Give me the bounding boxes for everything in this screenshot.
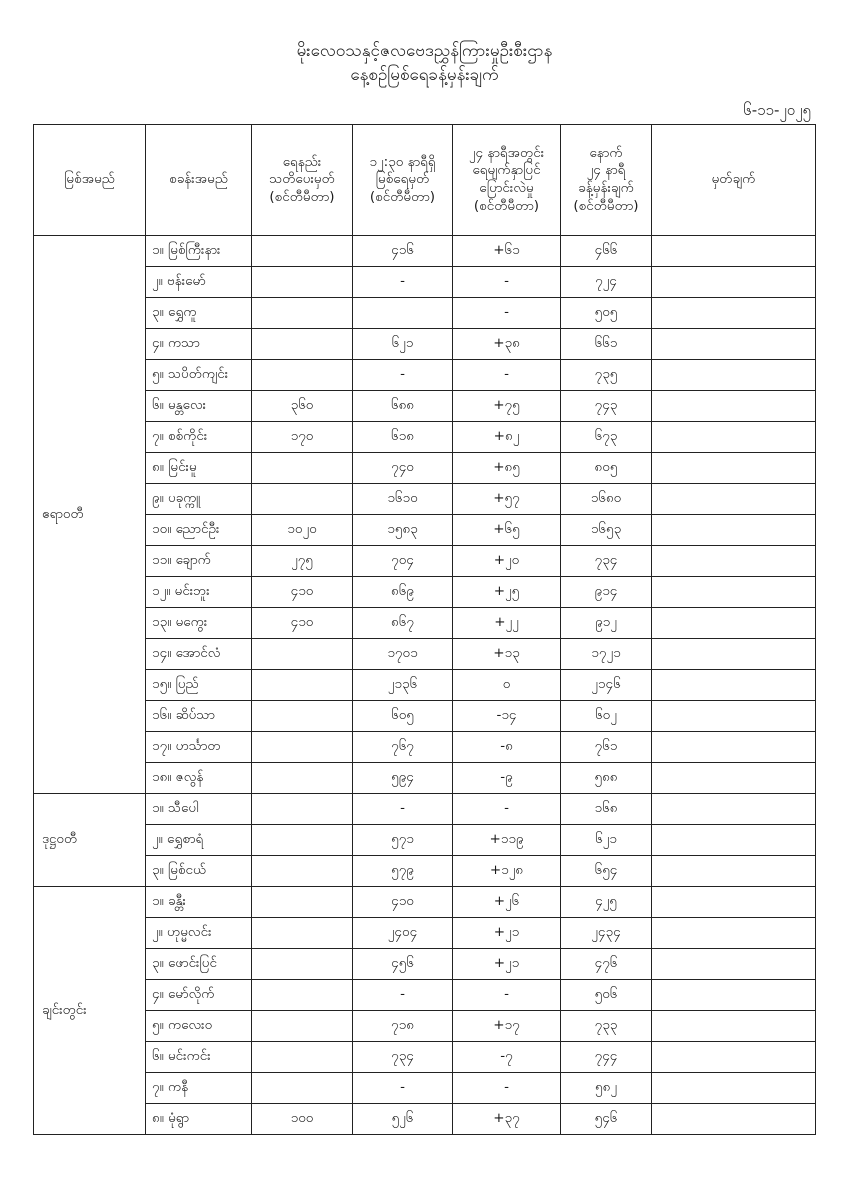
level-change: +၂၁: [453, 949, 561, 980]
station-name: ၄။ မော်လိုက်: [146, 980, 252, 1011]
header-river-name: [34, 125, 146, 236]
current-level: ၆၂၁: [353, 329, 453, 360]
table-row: [34, 577, 816, 608]
level-change: -: [453, 267, 561, 298]
warning-level: ၁၀၀: [252, 1104, 353, 1135]
current-level: ၄၁၀: [353, 887, 453, 918]
station-name: ၁၃။ မကွေး: [146, 608, 252, 639]
forecast-level: ၉၁၂: [561, 608, 652, 639]
warning-level: [252, 856, 353, 887]
current-level: -: [353, 794, 453, 825]
warning-level: [252, 887, 353, 918]
header-line: (စင်တီမီတာ): [269, 188, 335, 205]
current-level: [353, 298, 453, 329]
forecast-level: ၈၀၅: [561, 453, 652, 484]
remark: [652, 639, 816, 670]
station-name: ၁၇။ ဟင်္သာတ: [146, 732, 252, 763]
table-row: [34, 732, 816, 763]
table-row: [34, 329, 816, 360]
station-name: ၁၄။ အောင်လံ: [146, 639, 252, 670]
remark: [652, 298, 816, 329]
table-row: [34, 887, 816, 918]
current-level: ၇၁၈: [353, 1011, 453, 1042]
level-change: -၇: [453, 1042, 561, 1073]
level-change: +၁၂၈: [453, 856, 561, 887]
current-level: -: [353, 1073, 453, 1104]
level-change: +၂၂: [453, 608, 561, 639]
report-date: ၆-၁၁-၂၀၂၅: [743, 101, 811, 119]
level-change: -: [453, 1073, 561, 1104]
warning-level: [252, 1042, 353, 1073]
remark: [652, 453, 816, 484]
header-line: (စင်တီမီတာ): [369, 188, 436, 205]
current-level: -: [353, 360, 453, 391]
station-name: ၆။ မင်းကင်း: [146, 1042, 252, 1073]
header-line: ရေနည်း: [282, 153, 322, 170]
current-level: ၁၇၀၁: [353, 639, 453, 670]
header-line: ပြောင်းလဲမှု: [479, 180, 534, 196]
table-row: [34, 515, 816, 546]
forecast-level: ၆၂၁: [561, 825, 652, 856]
level-change: +၆၅: [453, 515, 561, 546]
remark: [652, 329, 816, 360]
table-row: [34, 1011, 816, 1042]
level-change: +၃၈: [453, 329, 561, 360]
warning-level: [252, 763, 353, 794]
warning-level: [252, 825, 353, 856]
remark: [652, 887, 816, 918]
current-level: ၇၄၀: [353, 453, 453, 484]
current-level: ၈၆၇: [353, 608, 453, 639]
current-level: ၇၆၇: [353, 732, 453, 763]
table-row: [34, 608, 816, 639]
current-level: ၁၅၈၃: [353, 515, 453, 546]
current-level: ၄၅၆: [353, 949, 453, 980]
station-name: ၈။ မြင်းမူ: [146, 453, 252, 484]
warning-level: [252, 236, 353, 267]
current-level: ၄၁၆: [353, 236, 453, 267]
header-current-level: [353, 125, 453, 236]
forecast-level: ၅၈၂: [561, 1073, 652, 1104]
remark: [652, 515, 816, 546]
station-name: ၁။ သီပေါ: [146, 794, 252, 825]
warning-level: ၄၁၀: [252, 608, 353, 639]
station-name: ၁၂။ မင်းဘူး: [146, 577, 252, 608]
header-line: မှတ်ချက်: [711, 171, 756, 188]
remark: [652, 1104, 816, 1135]
forecast-level: ၇၄၃: [561, 391, 652, 422]
remark: [652, 484, 816, 515]
table-row: [34, 670, 816, 701]
level-change: +၂၆: [453, 887, 561, 918]
station-name: ၁၈။ ဇလွန်: [146, 763, 252, 794]
level-change: +၈၅: [453, 453, 561, 484]
forecast-level: ၁၆၈: [561, 794, 652, 825]
level-change: -: [453, 980, 561, 1011]
forecast-level: ၅၄၆: [561, 1104, 652, 1135]
level-change: +၂၀: [453, 546, 561, 577]
forecast-level: ၅၀၅: [561, 298, 652, 329]
header-24h-change: [453, 125, 561, 236]
current-level: ၅၉၄: [353, 763, 453, 794]
current-level: ၆၈၈: [353, 391, 453, 422]
remark: [652, 701, 816, 732]
document-subtitle: နေ့စဥ်မြစ်ရေခန့်မှန်းချက်: [350, 65, 499, 85]
table-row: [34, 763, 816, 794]
header-line: ခန့်မှန်းချက်: [578, 180, 634, 196]
station-name: ၁၆။ ဆိပ်သာ: [146, 701, 252, 732]
current-level: ၈၆၉: [353, 577, 453, 608]
header-line: (စင်တီမီတာ): [573, 197, 639, 214]
header-line: ၁၂:၃၀ နာရီရှိ: [369, 153, 436, 170]
forecast-level: ၇၆၁: [561, 732, 652, 763]
remark: [652, 763, 816, 794]
forecast-level: ၇၃၃: [561, 1011, 652, 1042]
station-name: ၁၅။ ပြည်: [146, 670, 252, 701]
table-row: [34, 1073, 816, 1104]
forecast-level: ၄၂၅: [561, 887, 652, 918]
table-row: [34, 918, 816, 949]
header-line: ရေမျက်နှာပြင်: [472, 162, 541, 179]
warning-level: [252, 918, 353, 949]
warning-level: ၃၆၀: [252, 391, 353, 422]
station-name: ၂။ ဗန်းမော်: [146, 267, 252, 298]
forecast-level: ၇၃၅: [561, 360, 652, 391]
header-line: စခန်းအမည်: [169, 171, 228, 188]
station-name: ၁။ ခန္တီး: [146, 887, 252, 918]
level-change: +၇၅: [453, 391, 561, 422]
station-name: ၃။ မြစ်ငယ်: [146, 856, 252, 887]
current-level: ၅၂၆: [353, 1104, 453, 1135]
table-row: [34, 546, 816, 577]
level-change: -၈: [453, 732, 561, 763]
station-name: ၁၀။ ညောင်ဦး: [146, 515, 252, 546]
forecast-level: ၆၀၂: [561, 701, 652, 732]
warning-level: [252, 701, 353, 732]
forecast-level: ၁၆၅၃: [561, 515, 652, 546]
forecast-level: ၁၆၈၀: [561, 484, 652, 515]
header-line: ၂၄ နာရီအတွင်း: [468, 144, 545, 161]
current-level: -: [353, 267, 453, 298]
table-row: [34, 236, 816, 267]
level-change: +၁၃: [453, 639, 561, 670]
river-name: ချင်းတွင်း: [34, 887, 146, 1135]
remark: [652, 732, 816, 763]
remark: [652, 360, 816, 391]
remark: [652, 546, 816, 577]
warning-level: [252, 732, 353, 763]
forecast-level: ၇၂၄: [561, 267, 652, 298]
table-row: [34, 484, 816, 515]
table-row: [34, 360, 816, 391]
station-name: ၃။ ရွှေကူ: [146, 298, 252, 329]
level-change: -: [453, 794, 561, 825]
level-change: +၂၅: [453, 577, 561, 608]
warning-level: ၁၇၀: [252, 422, 353, 453]
river-name: ဒုဋ္ဌဝတီ: [34, 794, 146, 887]
remark: [652, 918, 816, 949]
header-warning-level: [252, 125, 353, 236]
station-name: ၇။ စစ်ကိုင်း: [146, 422, 252, 453]
forecast-level: ၅၀၆: [561, 980, 652, 1011]
table-row: [34, 949, 816, 980]
table-header-row: [34, 125, 816, 236]
forecast-level: ၄၆၆: [561, 236, 652, 267]
remark: [652, 794, 816, 825]
document-title: မိုးလေဝသနှင့်ဇလဗေဒညွှန်ကြားမှုဦးစီးဌာန: [296, 41, 553, 61]
table-row: [34, 794, 816, 825]
table-row: [34, 639, 816, 670]
header-station-name: [146, 125, 252, 236]
table-row: [34, 1042, 816, 1073]
warning-level: [252, 1073, 353, 1104]
warning-level: [252, 453, 353, 484]
table-row: [34, 701, 816, 732]
current-level: ၅၇၉: [353, 856, 453, 887]
table-row: [34, 391, 816, 422]
current-level: -: [353, 980, 453, 1011]
forecast-level: ၂၄၃၄: [561, 918, 652, 949]
header-line: ၂၄ နာရီ: [586, 162, 626, 179]
current-level: ၆၀၅: [353, 701, 453, 732]
station-name: ၅။ သပိတ်ကျင်း: [146, 360, 252, 391]
level-change: -: [453, 360, 561, 391]
warning-level: [252, 670, 353, 701]
warning-level: [252, 267, 353, 298]
table-row: [34, 980, 816, 1011]
station-name: ၇။ ကနီ: [146, 1073, 252, 1104]
warning-level: [252, 298, 353, 329]
level-change: +၂၁: [453, 918, 561, 949]
table-row: [34, 267, 816, 298]
station-name: ၉။ ပခုက္ကူ: [146, 484, 252, 515]
level-change: +၃၇: [453, 1104, 561, 1135]
remark: [652, 236, 816, 267]
warning-level: [252, 639, 353, 670]
header-line: သတိပေးမှတ်: [269, 171, 335, 188]
table-row: [34, 825, 816, 856]
current-level: ၁၆၁၀: [353, 484, 453, 515]
remark: [652, 825, 816, 856]
forecast-level: ၁၇၂၁: [561, 639, 652, 670]
forecast-level: ၆၅၄: [561, 856, 652, 887]
forecast-level: ၇၃၄: [561, 546, 652, 577]
forecast-level: ၂၁၄၆: [561, 670, 652, 701]
table-row: [34, 453, 816, 484]
station-name: ၅။ ကလေးဝ: [146, 1011, 252, 1042]
warning-level: [252, 794, 353, 825]
current-level: ၆၁၈: [353, 422, 453, 453]
current-level: ၇၃၄: [353, 1042, 453, 1073]
header-line: မြစ်ရေမှတ်: [375, 171, 430, 188]
station-name: ၁။ မြစ်ကြီးနား: [146, 236, 252, 267]
warning-level: [252, 1011, 353, 1042]
station-name: ၂။ ဟုမ္မလင်း: [146, 918, 252, 949]
forecast-level: ၅၈၈: [561, 763, 652, 794]
header-remarks: [652, 125, 816, 236]
current-level: ၂၄၀၄: [353, 918, 453, 949]
remark: [652, 391, 816, 422]
remark: [652, 949, 816, 980]
table-body: [34, 236, 816, 1135]
level-change: -: [453, 298, 561, 329]
warning-level: [252, 360, 353, 391]
remark: [652, 267, 816, 298]
table-row: [34, 1104, 816, 1135]
remark: [652, 608, 816, 639]
station-name: ၂။ ရွှေစာရံ: [146, 825, 252, 856]
current-level: ၅၇၁: [353, 825, 453, 856]
forecast-level: ၇၄၄: [561, 1042, 652, 1073]
current-level: ၇၀၄: [353, 546, 453, 577]
remark: [652, 980, 816, 1011]
level-change: -၁၄: [453, 701, 561, 732]
level-change: +၆၁: [453, 236, 561, 267]
river-forecast-table: [33, 124, 816, 1135]
remark: [652, 1042, 816, 1073]
remark: [652, 577, 816, 608]
warning-level: ၁၀၂၀: [252, 515, 353, 546]
station-name: ၃။ ဖောင်းပြင်: [146, 949, 252, 980]
forecast-level: ၄၇၆: [561, 949, 652, 980]
station-name: ၁၁။ ချောက်: [146, 546, 252, 577]
table-row: [34, 422, 816, 453]
level-change: +၅၇: [453, 484, 561, 515]
river-name: ဧရာဝတီ: [34, 236, 146, 794]
level-change: +၈၂: [453, 422, 561, 453]
remark: [652, 422, 816, 453]
level-change: ၀: [453, 670, 561, 701]
header-line: နောက်: [589, 144, 623, 161]
table-row: [34, 298, 816, 329]
warning-level: ၄၁၀: [252, 577, 353, 608]
header-24h-forecast: [561, 125, 652, 236]
station-name: ၆။ မန္တလေး: [146, 391, 252, 422]
warning-level: [252, 949, 353, 980]
header-line: မြစ်အမည်: [64, 171, 115, 188]
remark: [652, 1073, 816, 1104]
remark: [652, 856, 816, 887]
remark: [652, 670, 816, 701]
station-name: ၈။ မုံရွာ: [146, 1104, 252, 1135]
warning-level: [252, 329, 353, 360]
forecast-level: ၆၆၁: [561, 329, 652, 360]
station-name: ၄။ ကသာ: [146, 329, 252, 360]
warning-level: [252, 980, 353, 1011]
forecast-level: ၉၁၄: [561, 577, 652, 608]
current-level: ၂၁၃၆: [353, 670, 453, 701]
warning-level: [252, 484, 353, 515]
forecast-level: ၆၇၃: [561, 422, 652, 453]
level-change: +၁၇: [453, 1011, 561, 1042]
remark: [652, 1011, 816, 1042]
warning-level: ၂၇၅: [252, 546, 353, 577]
table-row: [34, 856, 816, 887]
level-change: +၁၁၉: [453, 825, 561, 856]
header-line: (စင်တီမီတာ): [473, 197, 540, 214]
level-change: -၉: [453, 763, 561, 794]
